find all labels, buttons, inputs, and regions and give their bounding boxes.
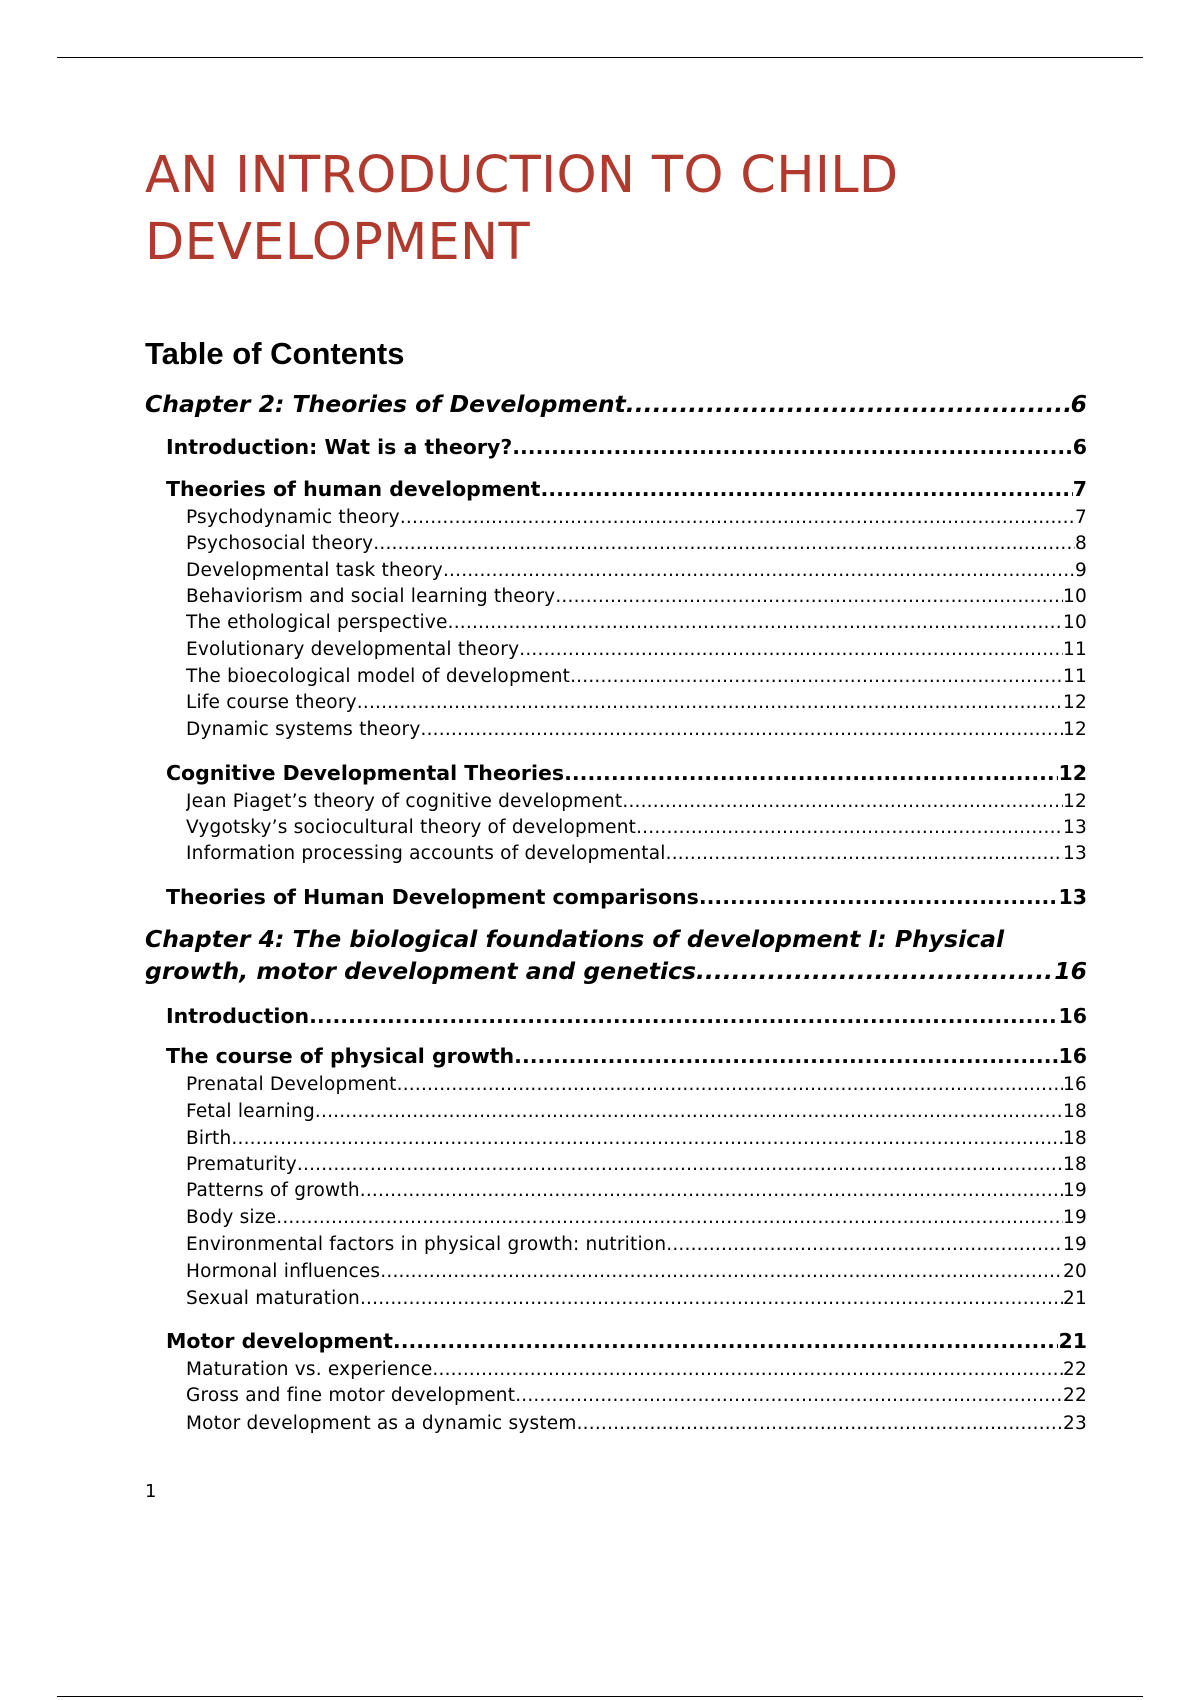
toc-entry-label: Maturation vs. experience [186,1359,433,1380]
toc-entry-label: Fetal learning [186,1101,315,1122]
toc-entry-information-processing[interactable] [186,841,1087,866]
dot-leader [360,1178,1063,1203]
toc-entry-page: 10 [1063,586,1087,607]
dot-leader [373,531,1075,556]
toc-entry-page: 6 [1072,435,1087,459]
dot-leader [626,388,1071,420]
toc-entry-bioecological[interactable] [186,664,1087,689]
dot-leader [570,664,1063,689]
toc-entry-label: Behaviorism and social learning theory [186,586,556,607]
dot-leader [397,1072,1063,1097]
toc-entry-developmental-task[interactable] [186,558,1087,583]
toc-entry-label: Motor development [166,1329,393,1353]
toc-entry-label: Vygotsky’s sociocultural theory of development [186,817,637,838]
toc-entry-label: Introduction [166,1004,310,1028]
toc-entry-label: Gross and fine motor development [186,1385,516,1406]
dot-leader [276,1205,1063,1230]
toc-entry-label: Theories of Human Development comparisons [166,885,699,909]
document-title-line-1: AN INTRODUCTION TO CHILD [145,146,899,205]
dot-leader [541,475,1073,503]
toc-entry-page: 21 [1063,1288,1087,1309]
page-number: 1 [145,1481,157,1502]
toc-entry-maturation-experience[interactable] [186,1357,1087,1382]
toc-entry-label: Psychodynamic theory [186,507,400,528]
toc-entry-chapter-2[interactable] [145,388,1087,420]
toc-entry-label-line-1: Chapter 4: The biological foundations of development I: Physical [145,925,1005,953]
dot-leader [577,1411,1063,1436]
toc-entry-label: Hormonal influences [186,1261,381,1282]
toc-entry-label: The course of physical growth [166,1044,515,1068]
toc-entry-chapter-4[interactable] [145,923,1087,987]
toc-entry-theories-human-development[interactable] [166,475,1087,503]
toc-entry-label: Information processing accounts of developmental [186,843,666,864]
toc-entry-page: 22 [1063,1385,1087,1406]
toc-entry-label: Prenatal Development [186,1074,397,1095]
dot-leader [357,690,1063,715]
dot-leader [699,883,1059,911]
toc-entry-environmental-factors[interactable] [186,1232,1087,1257]
dot-leader [400,505,1075,530]
toc-entry-page: 12 [1058,761,1087,785]
toc-entry-comparisons[interactable] [166,883,1087,911]
toc-entry-page: 20 [1063,1261,1087,1282]
toc-entry-label: Birth [186,1128,232,1149]
dot-leader [519,637,1063,662]
toc-entry-page: 19 [1063,1207,1087,1228]
toc-entry-hormonal[interactable] [186,1259,1087,1284]
toc-entry-birth[interactable] [186,1126,1087,1151]
toc-entry-page: 13 [1058,885,1087,909]
toc-entry-label: Introduction: Wat is a theory? [166,435,513,459]
dot-leader [432,1357,1063,1382]
toc-entry-motor-dynamic-system[interactable] [186,1411,1087,1436]
dot-leader [666,841,1063,866]
toc-entry-motor-development[interactable] [166,1327,1087,1355]
dot-leader [443,558,1075,583]
toc-entry-label: Prematurity [186,1154,297,1175]
dot-leader [393,1327,1059,1355]
toc-entry-page: 16 [1054,957,1087,985]
dot-leader [231,1126,1063,1151]
dot-leader [636,815,1063,840]
toc-entry-page: 18 [1063,1101,1087,1122]
toc-entry-label: Jean Piaget’s theory of cognitive development [186,791,623,812]
toc-entry-page: 6 [1070,390,1087,418]
toc-entry-prematurity[interactable] [186,1152,1087,1177]
toc-entry-page: 8 [1075,533,1087,554]
dot-leader [564,759,1058,787]
toc-entry-page: 12 [1063,791,1087,812]
dot-leader [514,1042,1058,1070]
dot-leader [622,789,1063,814]
toc-entry-label: Environmental factors in physical growth: nutrition [186,1234,667,1255]
toc-entry-label: Dynamic systems theory [186,719,421,740]
toc-entry-page: 9 [1075,560,1087,581]
toc-entry-patterns-growth[interactable] [186,1178,1087,1203]
toc-entry-cognitive-theories[interactable] [166,759,1087,787]
toc-entry-body-size[interactable] [186,1205,1087,1230]
dot-leader [448,610,1063,635]
toc-entry-gross-fine-motor[interactable] [186,1383,1087,1408]
toc-entry-label: The ethological perspective [186,612,448,633]
dot-leader [315,1099,1063,1124]
toc-entry-page: 7 [1075,507,1087,528]
toc-entry-page: 7 [1072,477,1087,501]
toc-entry-page: 13 [1063,817,1087,838]
toc-entry-label: Chapter 2: Theories of Development [145,390,626,418]
toc-entry-psychodynamic[interactable] [186,505,1087,530]
toc-entry-behaviorism[interactable] [186,584,1087,609]
toc-entry-introduction-theory[interactable] [166,433,1087,461]
dot-leader [380,1259,1063,1284]
toc-entry-label: Sexual maturation [186,1288,360,1309]
toc-entry-line-2 [145,955,1087,987]
toc-entry-page: 22 [1063,1359,1087,1380]
toc-entry-page: 12 [1063,692,1087,713]
dot-leader [555,584,1063,609]
toc-entry-page: 11 [1063,639,1087,660]
toc-entry-label: Patterns of growth [186,1180,360,1201]
toc-entry-fetal-learning[interactable] [186,1099,1087,1124]
dot-leader [515,1383,1063,1408]
dot-leader [297,1152,1063,1177]
toc-entry-page: 11 [1063,666,1087,687]
dot-leader [309,1002,1058,1030]
toc-entry-sexual-maturation[interactable] [186,1286,1087,1311]
toc-entry-label: The bioecological model of development [186,666,571,687]
toc-entry-ethological[interactable] [186,610,1087,635]
toc-entry-piaget[interactable] [186,789,1087,814]
dot-leader [421,717,1064,742]
toc-entry-vygotsky[interactable] [186,815,1087,840]
toc-entry-label: Theories of human development [166,477,541,501]
toc-entry-evolutionary[interactable] [186,637,1087,662]
toc-entry-page: 18 [1063,1154,1087,1175]
toc-entry-page: 16 [1063,1074,1087,1095]
dot-leader [696,955,1054,987]
toc-entry-page: 16 [1058,1044,1087,1068]
toc-entry-label: Cognitive Developmental Theories [166,761,565,785]
toc-entry-page: 23 [1063,1413,1087,1434]
toc-entry-page: 19 [1063,1180,1087,1201]
toc-entry-label: Motor development as a dynamic system [186,1413,577,1434]
toc-entry-life-course[interactable] [186,690,1087,715]
toc-entry-page: 13 [1063,843,1087,864]
toc-entry-page: 16 [1058,1004,1087,1028]
toc-entry-label: Body size [186,1207,277,1228]
toc-entry-label: Evolutionary developmental theory [186,639,520,660]
dot-leader [512,433,1073,461]
dot-leader [666,1232,1063,1257]
bottom-rule [57,1696,1143,1697]
toc-entry-prenatal[interactable] [186,1072,1087,1097]
toc-entry-label: Psychosocial theory [186,533,374,554]
toc-entry-label: Developmental task theory [186,560,443,581]
toc-entry-page: 21 [1058,1329,1087,1353]
toc-entry-page: 12 [1063,719,1087,740]
document-title-line-2: DEVELOPMENT [145,213,530,272]
toc-heading: Table of Contents [145,336,405,371]
toc-entry-page: 19 [1063,1234,1087,1255]
toc-entry-course-physical-growth[interactable] [166,1042,1087,1070]
toc-entry-dynamic-systems[interactable] [186,717,1087,742]
toc-entry-label-line-2: growth, motor development and genetics [145,957,696,985]
toc-entry-introduction[interactable] [166,1002,1087,1030]
toc-entry-label: Life course theory [186,692,357,713]
toc-entry-psychosocial[interactable] [186,531,1087,556]
dot-leader [360,1286,1063,1311]
toc-entry-page: 18 [1063,1128,1087,1149]
toc-entry-page: 10 [1063,612,1087,633]
